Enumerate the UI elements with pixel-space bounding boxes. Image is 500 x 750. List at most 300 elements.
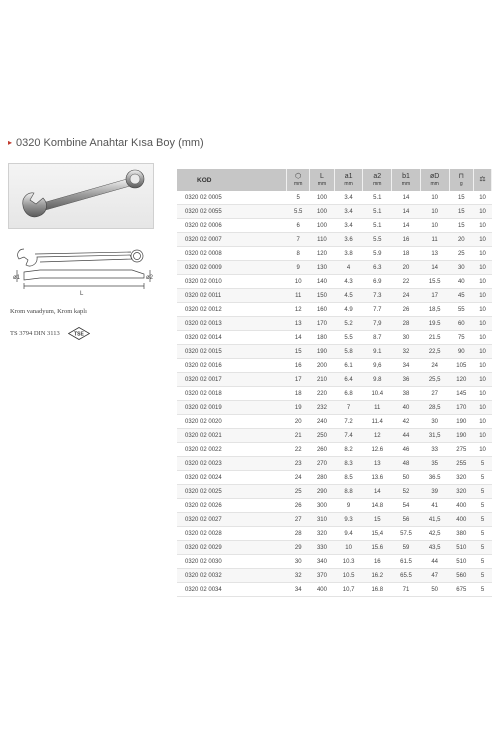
- cell-a2: 5.1: [363, 191, 392, 205]
- cell-b1: 65.5: [392, 569, 421, 583]
- cell-a1: 7: [334, 401, 363, 415]
- table-row: [177, 373, 492, 387]
- cell-kod: 0320 02 0017: [177, 373, 287, 387]
- cell-diameter: 13: [420, 247, 449, 261]
- table-row: [177, 583, 492, 597]
- cell-a2: 12: [363, 429, 392, 443]
- cell-pack-qty: 10: [474, 205, 492, 219]
- cell-pack-qty: 10: [474, 345, 492, 359]
- cell-hex-size: 13: [287, 317, 310, 331]
- cell-length: 300: [310, 499, 335, 513]
- cell-diameter: 30: [420, 415, 449, 429]
- cell-weight: 105: [449, 359, 474, 373]
- cell-diameter: 11: [420, 233, 449, 247]
- cell-b1: 16: [392, 233, 421, 247]
- cell-diameter: 31,5: [420, 429, 449, 443]
- cell-hex-size: 24: [287, 471, 310, 485]
- cell-weight: 75: [449, 331, 474, 345]
- cell-diameter: 41,5: [420, 513, 449, 527]
- cell-a1: 3.4: [334, 219, 363, 233]
- cell-kod: 0320 02 0018: [177, 387, 287, 401]
- table-row: [177, 569, 492, 583]
- header-symbol: ⬡: [295, 172, 302, 180]
- cell-a1: 5.5: [334, 331, 363, 345]
- header-weight: [449, 169, 474, 191]
- cell-kod: 0320 02 0022: [177, 443, 287, 457]
- cell-pack-qty: 10: [474, 191, 492, 205]
- cell-kod: 0320 02 0034: [177, 583, 287, 597]
- cell-a1: 10.3: [334, 555, 363, 569]
- cell-weight: 120: [449, 373, 474, 387]
- cell-diameter: 10: [420, 191, 449, 205]
- cell-diameter: 18,5: [420, 303, 449, 317]
- cell-hex-size: 20: [287, 415, 310, 429]
- cell-weight: 675: [449, 583, 474, 597]
- cell-weight: 400: [449, 513, 474, 527]
- cell-diameter: 44: [420, 555, 449, 569]
- cell-a1: 4.5: [334, 289, 363, 303]
- table-row: [177, 331, 492, 345]
- cell-length: 100: [310, 191, 335, 205]
- table-row: [177, 513, 492, 527]
- cell-pack-qty: 10: [474, 289, 492, 303]
- cell-b1: 22: [392, 275, 421, 289]
- cell-weight: 40: [449, 275, 474, 289]
- cell-length: 250: [310, 429, 335, 443]
- wrench-photo: [8, 163, 154, 229]
- cell-weight: 170: [449, 401, 474, 415]
- header-symbol: ⚖: [479, 176, 486, 183]
- cell-b1: 14: [392, 205, 421, 219]
- cell-hex-size: 18: [287, 387, 310, 401]
- header-symbol: øD: [429, 172, 440, 180]
- cell-diameter: 42,5: [420, 527, 449, 541]
- cell-diameter: 28,5: [420, 401, 449, 415]
- cell-a2: 14: [363, 485, 392, 499]
- cell-diameter: 21.5: [420, 331, 449, 345]
- cell-weight: 45: [449, 289, 474, 303]
- cell-kod: 0320 02 0030: [177, 555, 287, 569]
- cell-pack-qty: 5: [474, 569, 492, 583]
- cell-length: 190: [310, 345, 335, 359]
- cell-hex-size: 5: [287, 191, 310, 205]
- cell-hex-size: 27: [287, 513, 310, 527]
- cell-diameter: 15.5: [420, 275, 449, 289]
- cell-a2: 15.6: [363, 541, 392, 555]
- cell-length: 170: [310, 317, 335, 331]
- cell-b1: 14: [392, 219, 421, 233]
- table-row: [177, 205, 492, 219]
- cell-hex-size: 11: [287, 289, 310, 303]
- cell-a1: 9.4: [334, 527, 363, 541]
- cell-kod: 0320 02 0006: [177, 219, 287, 233]
- cell-diameter: 33: [420, 443, 449, 457]
- cell-a1: 5.8: [334, 345, 363, 359]
- cell-hex-size: 26: [287, 499, 310, 513]
- cell-pack-qty: 5: [474, 555, 492, 569]
- cell-kod: 0320 02 0023: [177, 457, 287, 471]
- wrench-photo-icon: [9, 164, 155, 230]
- cell-kod: 0320 02 0009: [177, 261, 287, 275]
- cell-pack-qty: 10: [474, 331, 492, 345]
- cell-kod: 0320 02 0026: [177, 499, 287, 513]
- header-symbol: b1: [402, 172, 410, 180]
- table-row: [177, 457, 492, 471]
- cell-pack-qty: 5: [474, 471, 492, 485]
- table-header-row: [177, 169, 492, 191]
- cell-length: 150: [310, 289, 335, 303]
- cell-hex-size: 17: [287, 373, 310, 387]
- cell-a1: 8.2: [334, 443, 363, 457]
- cell-b1: 42: [392, 415, 421, 429]
- header-length: [310, 169, 335, 191]
- cell-pack-qty: 10: [474, 387, 492, 401]
- table-row: [177, 527, 492, 541]
- cell-a2: 5.1: [363, 219, 392, 233]
- cell-a1: 3.4: [334, 191, 363, 205]
- table-row: [177, 541, 492, 555]
- cell-a2: 5.9: [363, 247, 392, 261]
- cell-hex-size: 19: [287, 401, 310, 415]
- cell-a1: 4.3: [334, 275, 363, 289]
- cell-hex-size: 25: [287, 485, 310, 499]
- cell-a2: 13.6: [363, 471, 392, 485]
- table-row: [177, 359, 492, 373]
- d2-label: ø2: [146, 275, 154, 281]
- cell-weight: 320: [449, 471, 474, 485]
- cell-pack-qty: 5: [474, 527, 492, 541]
- cell-weight: 275: [449, 443, 474, 457]
- cell-b1: 44: [392, 429, 421, 443]
- cell-a2: 7.3: [363, 289, 392, 303]
- cell-weight: 15: [449, 191, 474, 205]
- header-unit: mm: [344, 180, 353, 187]
- cell-pack-qty: 5: [474, 499, 492, 513]
- cell-length: 240: [310, 415, 335, 429]
- header-unit: mm: [430, 180, 439, 187]
- cell-hex-size: 14: [287, 331, 310, 345]
- d1-label: ø1: [13, 275, 21, 281]
- cell-weight: 255: [449, 457, 474, 471]
- cell-b1: 14: [392, 191, 421, 205]
- cell-weight: 55: [449, 303, 474, 317]
- cell-a2: 13: [363, 457, 392, 471]
- cell-length: 100: [310, 219, 335, 233]
- cell-pack-qty: 10: [474, 359, 492, 373]
- cell-length: 260: [310, 443, 335, 457]
- cell-diameter: 39: [420, 485, 449, 499]
- cell-b1: 36: [392, 373, 421, 387]
- cell-kod: 0320 02 0008: [177, 247, 287, 261]
- header-unit: mm: [294, 180, 303, 187]
- cell-a2: 15,4: [363, 527, 392, 541]
- cell-kod: 0320 02 0032: [177, 569, 287, 583]
- title-bullet-icon: ▸: [8, 138, 13, 147]
- header-hex-size: [287, 169, 310, 191]
- cell-a1: 8.3: [334, 457, 363, 471]
- header-unit: mm: [373, 180, 382, 187]
- cell-a1: 8.8: [334, 485, 363, 499]
- cell-kod: 0320 02 0011: [177, 289, 287, 303]
- cell-b1: 59: [392, 541, 421, 555]
- length-label: L: [80, 291, 84, 297]
- cell-diameter: 25,5: [420, 373, 449, 387]
- cell-hex-size: 30: [287, 555, 310, 569]
- cell-a2: 10.4: [363, 387, 392, 401]
- cell-a2: 11: [363, 401, 392, 415]
- cell-pack-qty: 10: [474, 233, 492, 247]
- cell-diameter: 50: [420, 583, 449, 597]
- table-row: [177, 387, 492, 401]
- cell-a2: 8.7: [363, 331, 392, 345]
- cell-kod: 0320 02 0019: [177, 401, 287, 415]
- cell-diameter: 19.5: [420, 317, 449, 331]
- cell-weight: 400: [449, 499, 474, 513]
- cell-length: 180: [310, 331, 335, 345]
- cell-diameter: 22,5: [420, 345, 449, 359]
- cell-pack-qty: 10: [474, 373, 492, 387]
- table-row: [177, 317, 492, 331]
- cell-diameter: 14: [420, 261, 449, 275]
- cell-a2: 16: [363, 555, 392, 569]
- header-symbol: a1: [344, 172, 353, 180]
- cell-a1: 10: [334, 541, 363, 555]
- cell-kod: 0320 02 0055: [177, 205, 287, 219]
- cell-b1: 20: [392, 261, 421, 275]
- cell-b1: 24: [392, 289, 421, 303]
- cell-hex-size: 21: [287, 429, 310, 443]
- cell-hex-size: 28: [287, 527, 310, 541]
- page-title: [8, 137, 204, 149]
- cell-a2: 11.4: [363, 415, 392, 429]
- cell-a2: 7,9: [363, 317, 392, 331]
- table-row: [177, 275, 492, 289]
- cell-a2: 14.8: [363, 499, 392, 513]
- cell-hex-size: 5.5: [287, 205, 310, 219]
- cell-diameter: 10: [420, 205, 449, 219]
- cell-a2: 5.1: [363, 205, 392, 219]
- cell-weight: 15: [449, 219, 474, 233]
- cell-weight: 60: [449, 317, 474, 331]
- cell-hex-size: 16: [287, 359, 310, 373]
- header-pack-qty: [474, 169, 492, 191]
- cell-hex-size: 9: [287, 261, 310, 275]
- cell-diameter: 35: [420, 457, 449, 471]
- cell-a1: 4.9: [334, 303, 363, 317]
- cell-length: 110: [310, 233, 335, 247]
- cell-kod: 0320 02 0027: [177, 513, 287, 527]
- cell-pack-qty: 10: [474, 261, 492, 275]
- cell-b1: 57.5: [392, 527, 421, 541]
- cell-weight: 560: [449, 569, 474, 583]
- technical-drawing: [10, 240, 156, 298]
- cell-weight: 15: [449, 205, 474, 219]
- cell-length: 200: [310, 359, 335, 373]
- cell-b1: 30: [392, 331, 421, 345]
- cell-diameter: 36.5: [420, 471, 449, 485]
- cell-b1: 28: [392, 317, 421, 331]
- cell-length: 400: [310, 583, 335, 597]
- table-row: [177, 415, 492, 429]
- header-b1: [392, 169, 421, 191]
- cell-pack-qty: 10: [474, 247, 492, 261]
- cell-pack-qty: 10: [474, 317, 492, 331]
- table-row: [177, 191, 492, 205]
- cell-weight: 510: [449, 555, 474, 569]
- cell-a1: 9.3: [334, 513, 363, 527]
- cell-pack-qty: 5: [474, 485, 492, 499]
- cell-weight: 90: [449, 345, 474, 359]
- table-row: [177, 219, 492, 233]
- cell-length: 280: [310, 471, 335, 485]
- table-body: [177, 191, 492, 597]
- header-unit: mm: [317, 180, 327, 187]
- cell-a2: 12.6: [363, 443, 392, 457]
- cell-a2: 7.7: [363, 303, 392, 317]
- cell-pack-qty: 10: [474, 275, 492, 289]
- cell-length: 220: [310, 387, 335, 401]
- cell-pack-qty: 5: [474, 513, 492, 527]
- cell-a1: 10,7: [334, 583, 363, 597]
- cell-kod: 0320 02 0005: [177, 191, 287, 205]
- cell-pack-qty: 10: [474, 303, 492, 317]
- cell-b1: 48: [392, 457, 421, 471]
- cell-length: 210: [310, 373, 335, 387]
- spec-table: [177, 169, 492, 597]
- cell-length: 120: [310, 247, 335, 261]
- cell-hex-size: 8: [287, 247, 310, 261]
- cell-kod: 0320 02 0007: [177, 233, 287, 247]
- cell-weight: 510: [449, 541, 474, 555]
- cell-hex-size: 15: [287, 345, 310, 359]
- cell-b1: 26: [392, 303, 421, 317]
- cell-a2: 6.9: [363, 275, 392, 289]
- cell-a1: 3.8: [334, 247, 363, 261]
- cell-hex-size: 10: [287, 275, 310, 289]
- cell-b1: 52: [392, 485, 421, 499]
- cell-b1: 50: [392, 471, 421, 485]
- cell-kod: 0320 02 0020: [177, 415, 287, 429]
- table-row: [177, 429, 492, 443]
- cell-a1: 7.4: [334, 429, 363, 443]
- cell-length: 232: [310, 401, 335, 415]
- cell-pack-qty: 10: [474, 443, 492, 457]
- cell-pack-qty: 10: [474, 219, 492, 233]
- cell-length: 290: [310, 485, 335, 499]
- cell-b1: 32: [392, 345, 421, 359]
- cell-hex-size: 34: [287, 583, 310, 597]
- cell-length: 130: [310, 261, 335, 275]
- cell-kod: 0320 02 0028: [177, 527, 287, 541]
- cell-diameter: 41: [420, 499, 449, 513]
- cell-a1: 5.2: [334, 317, 363, 331]
- table-row: [177, 485, 492, 499]
- cell-diameter: 24: [420, 359, 449, 373]
- cell-weight: 320: [449, 485, 474, 499]
- table-row: [177, 555, 492, 569]
- cell-hex-size: 7: [287, 233, 310, 247]
- header-a2: [363, 169, 392, 191]
- cell-hex-size: 22: [287, 443, 310, 457]
- cell-diameter: 17: [420, 289, 449, 303]
- header-diameter: [420, 169, 449, 191]
- cell-length: 340: [310, 555, 335, 569]
- cell-hex-size: 6: [287, 219, 310, 233]
- cell-a1: 6.1: [334, 359, 363, 373]
- cell-length: 370: [310, 569, 335, 583]
- cell-kod: 0320 02 0025: [177, 485, 287, 499]
- cell-a1: 6.4: [334, 373, 363, 387]
- cell-a2: 9,6: [363, 359, 392, 373]
- cell-a1: 3.6: [334, 233, 363, 247]
- table-row: [177, 247, 492, 261]
- cell-b1: 38: [392, 387, 421, 401]
- cell-b1: 18: [392, 247, 421, 261]
- cell-a2: 16.2: [363, 569, 392, 583]
- cell-length: 310: [310, 513, 335, 527]
- table-row: [177, 233, 492, 247]
- cell-b1: 71: [392, 583, 421, 597]
- wrench-drawing-icon: [10, 240, 156, 298]
- cell-a2: 6.3: [363, 261, 392, 275]
- cell-length: 270: [310, 457, 335, 471]
- cell-kod: 0320 02 0016: [177, 359, 287, 373]
- table-row: [177, 443, 492, 457]
- cell-diameter: 10: [420, 219, 449, 233]
- table-row: [177, 499, 492, 513]
- cell-weight: 145: [449, 387, 474, 401]
- cell-kod: 0320 02 0015: [177, 345, 287, 359]
- cell-pack-qty: 5: [474, 541, 492, 555]
- cell-pack-qty: 5: [474, 457, 492, 471]
- cell-a2: 5.5: [363, 233, 392, 247]
- table-row: [177, 401, 492, 415]
- cell-length: 100: [310, 205, 335, 219]
- cell-kod: 0320 02 0029: [177, 541, 287, 555]
- header-symbol: L: [320, 172, 324, 180]
- cell-weight: 190: [449, 415, 474, 429]
- cell-diameter: 27: [420, 387, 449, 401]
- cell-length: 320: [310, 527, 335, 541]
- cell-length: 330: [310, 541, 335, 555]
- cell-kod: 0320 02 0010: [177, 275, 287, 289]
- cell-a1: 6.8: [334, 387, 363, 401]
- header-unit: mm: [401, 180, 411, 187]
- table-row: [177, 303, 492, 317]
- cell-a2: 16.8: [363, 583, 392, 597]
- header-unit: g: [459, 180, 463, 187]
- cell-b1: 34: [392, 359, 421, 373]
- tse-logo: [68, 327, 90, 340]
- cell-weight: 30: [449, 261, 474, 275]
- cell-weight: 190: [449, 429, 474, 443]
- cell-length: 160: [310, 303, 335, 317]
- cell-a1: 9: [334, 499, 363, 513]
- cell-a2: 9.8: [363, 373, 392, 387]
- title-text: 0320 Kombine Anahtar Kısa Boy (mm): [16, 137, 204, 149]
- cell-hex-size: 12: [287, 303, 310, 317]
- cell-weight: 20: [449, 233, 474, 247]
- cell-hex-size: 29: [287, 541, 310, 555]
- cell-a2: 15: [363, 513, 392, 527]
- cell-a1: 7.2: [334, 415, 363, 429]
- cell-b1: 46: [392, 443, 421, 457]
- cell-kod: 0320 02 0024: [177, 471, 287, 485]
- cell-weight: 380: [449, 527, 474, 541]
- cell-a1: 3.4: [334, 205, 363, 219]
- table-row: [177, 471, 492, 485]
- header-a1: [334, 169, 363, 191]
